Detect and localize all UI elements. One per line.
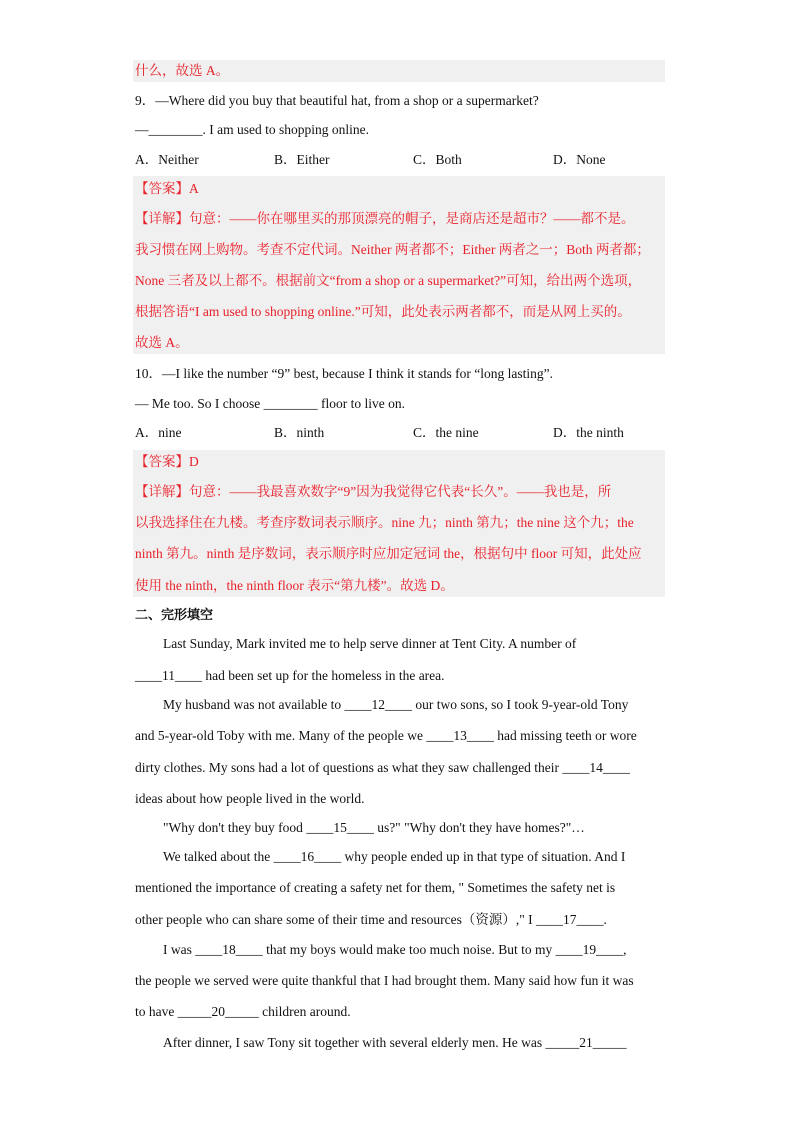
q9-detail-line: 根据答语“I am used to shopping online.”可知，此处表示两者都不，而是从网上买的。 [135, 304, 631, 319]
passage-text: . [603, 912, 607, 927]
q9-option-d: D．None [553, 152, 606, 167]
q9-question: 9．—Where did you buy that beautiful hat, from a shop or a supermarket? [135, 93, 539, 108]
passage-line [163, 634, 576, 654]
passage-line [163, 695, 628, 715]
q10-option-a: A．nine [135, 425, 182, 440]
q9-detail-line: None 三者及以上都不。根据前文“from a shop or a supermarket?”可知，给出两个选项， [135, 273, 642, 288]
q9-option-c: C．Both [413, 152, 462, 167]
blank-18: ____18____ [195, 942, 263, 957]
blank-14: ____14____ [562, 760, 630, 775]
passage-text: , [623, 942, 627, 957]
blank-13: ____13____ [426, 728, 494, 743]
q9-option-a: A．Neither [135, 152, 199, 167]
q9-detail-line: 我习惯在网上购物。考查不定代词。Neither 两者都不；Either 两者之一；Both 两者都； [135, 242, 650, 257]
passage-text: Last Sunday, Mark invited me to help serve dinner at Tent City. A number of [163, 636, 577, 651]
passage-text: us?" "Why don't they have homes?"… [373, 820, 585, 835]
q10-option-b: B．ninth [274, 425, 325, 440]
passage-line: the people we served were quite thankful that I had brought them. Many said how fun it was [135, 973, 634, 988]
blank-15: ____15____ [306, 820, 374, 835]
q9-answer-box [133, 176, 665, 354]
passage-line: ideas about how people lived in the world. [135, 791, 365, 806]
section-title: 二、完形填空 [135, 608, 214, 623]
passage-text: children around. [258, 1004, 351, 1019]
passage-text: had missing teeth or wore [493, 728, 637, 743]
blank-11: ____11____ [135, 668, 202, 683]
q10-option-d: D．the ninth [553, 425, 624, 440]
q9-answer: 【答案】A [135, 181, 199, 196]
q10-response: — Me too. So I choose ________ floor to live on. [135, 396, 405, 411]
passage-line [135, 910, 607, 930]
blank-19: ____19____ [555, 942, 624, 957]
passage-text: to have [135, 1004, 178, 1019]
blank-12: ____12____ [344, 697, 412, 712]
passage-line [135, 666, 445, 686]
passage-text: We talked about the [163, 849, 274, 864]
passage-line [163, 818, 585, 838]
passage-text: I was [163, 942, 196, 957]
passage-text: and 5-year-old Toby with me. Many of the people we [135, 728, 427, 743]
passage-text: other people who can share some of their time and resources（资源）," I [135, 912, 537, 927]
passage-line [163, 1033, 627, 1053]
q10-detail-line: 使用 the ninth，the ninth floor 表示“第九楼”。故选 D。 [135, 578, 454, 593]
q10-answer: 【答案】D [135, 454, 199, 469]
passage-text: our two sons, so I took 9-year-old Tony [411, 697, 629, 712]
q9-detail-line: 故选 A。 [135, 335, 189, 350]
passage-line [135, 1002, 351, 1022]
q9-response: —________. I am used to shopping online. [135, 122, 369, 137]
q10-detail-line: 【详解】句意：——我最喜欢数字“9”因为我觉得它代表“长久”。——我也是，所 [135, 484, 612, 499]
passage-text: After dinner, I saw Tony sit together with several elderly men. He was [163, 1035, 546, 1050]
passage-text: had been set up for the homeless in the area. [202, 668, 445, 683]
passage-text: why people ended up in that type of situation. And I [341, 849, 626, 864]
passage-line [163, 940, 626, 960]
blank-21: _____21_____ [545, 1035, 627, 1050]
q9-detail-line: 【详解】句意：——你在哪里买的那顶漂亮的帽子，是商店还是超市？——都不是。 [135, 211, 635, 226]
blank-17: ____17____ [536, 912, 604, 927]
passage-line [135, 758, 630, 778]
passage-text: "Why don't they buy food [163, 820, 307, 835]
passage-line: mentioned the importance of creating a safety net for them, " Sometimes the safety net is [135, 880, 616, 895]
passage-text: that my boys would make too much noise. But to my [262, 942, 556, 957]
q10-detail-line: 以我选择住在九楼。考查序数词表示顺序。nine 九；ninth 第九；the nine 这个九；the [135, 515, 634, 530]
q9-option-b: B．Either [274, 152, 330, 167]
passage-text: dirty clothes. My sons had a lot of questions as what they saw challenged their [135, 760, 563, 775]
passage-line [163, 847, 625, 867]
passage-text: My husband was not available to [163, 697, 345, 712]
q10-detail-line: ninth 第九。ninth 是序数词，表示顺序时应加定冠词 the，根据句中 floor 可知，此处应 [135, 546, 642, 561]
passage-line [135, 726, 637, 746]
q10-option-c: C．the nine [413, 425, 479, 440]
q10-question: 10．—I like the number “9” best, because I think it stands for “long lasting”. [135, 366, 554, 381]
blank-20: _____20_____ [177, 1004, 259, 1019]
blank-16: ____16____ [273, 849, 342, 864]
prev-answer-tail: 什么，故选 A。 [135, 63, 230, 78]
